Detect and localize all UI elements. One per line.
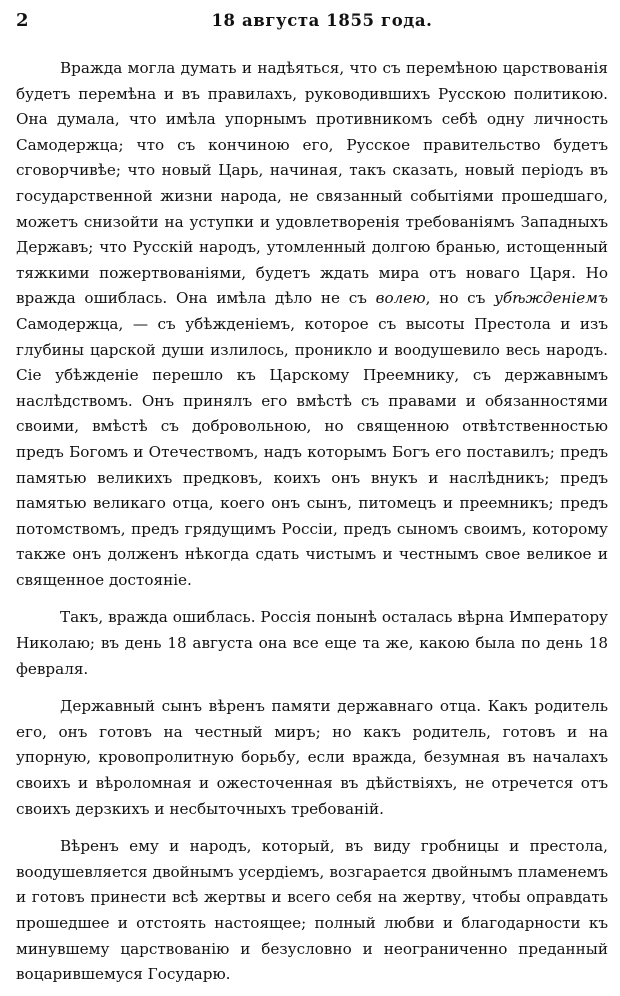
body-text (16, 56, 608, 988)
paragraph-2-text: Такъ, вражда ошиблась. Россія понынѣ осталась вѣрна Императору Николаю; въ день 18 августа она все еще та же, какою была по день 18 февраля. (16, 608, 608, 678)
paragraph-1-italic-ubezhdeniem: убѣжденіемъ (494, 289, 608, 308)
running-head: 18 августа 1855 года. (211, 11, 433, 30)
paragraph-1-text: Самодержца, — съ убѣжденіемъ, которое съ высоты Престола и изъ глубины царской души излилось, проникло и воодушевило весь народъ. Сіе убѣжденіе перешло къ Царскому Преемнику, съ державнымъ наслѣдствомъ. Онъ принялъ его вмѣстѣ съ правами и обязанностями своими, вмѣстѣ съ добровольною, но священною отвѣтственностью предъ Богомъ и Отечествомъ, надъ которымъ Богъ его поставилъ; предъ памятью великихъ предковъ, коихъ онъ внукъ и наслѣдникъ; предъ памятью великаго отца, коего онъ сынъ, питомецъ и преемникъ; предъ потомствомъ, предъ грядущимъ Россіи, предъ сыномъ своимъ, которому также онъ долженъ нѣкогда сдать чистымъ и честнымъ свое великое и священное достояніе. (16, 314, 608, 589)
paragraph-1-text: , но съ (425, 289, 495, 308)
page-number: 2 (16, 10, 29, 31)
paragraph-3-text: Державный сынъ вѣренъ памяти державнаго отца. Какъ родитель его, онъ готовъ на честный миръ; но какъ родитель, готовъ и на упорную, кровопролитную борьбу, если вражда, безумная въ началахъ своихъ и вѣроломная и ожесточенная въ дѣйствіяхъ, не отречется отъ своихъ дерзкихъ и несбыточныхъ требованій. (16, 697, 608, 818)
paragraph-4 (16, 834, 608, 988)
paragraph-1-text: Вражда могла думать и надѣяться, что съ перемѣною царствованія будетъ перемѣна и въ правилахъ, руководившихъ Русскою политикою. Она думала, что имѣла упорнымъ противникомъ себѣ одну личность Самодержца; что съ кончиною его, Русское правительство будетъ сговорчивѣе; что новый Царь, начиная, такъ сказать, новый періодъ въ государственной жизни народа, не связанный событіями прошедшаго, можетъ снизойти на уступки и удовлетворенія требованіямъ Западныхъ Державъ; что Русскій народъ, утомленный долгою бранью, истощенный тяжкими пожертвованіями, будетъ ждать мира отъ новаго Царя. Но вражда ошиблась. Она имѣла дѣло не съ (16, 59, 608, 308)
paragraph-3 (16, 694, 608, 822)
paragraph-2 (16, 605, 608, 682)
page-header (16, 8, 608, 44)
paragraph-1-italic-volea: волею (375, 289, 426, 308)
paragraph-4-text: Вѣренъ ему и народъ, который, въ виду гробницы и престола, воодушевляется двойнымъ усердіемъ, возгарается двойнымъ пламенемъ и готовъ принести всѣ жертвы и всего себя на жертву, чтобы оправдать прошедшее и отстоять настоящее; полный любви и благодарности къ минувшему царствованію и безусловно и неограниченно преданный воцарившемуся Государю. (16, 837, 608, 984)
paragraph-1 (16, 56, 608, 593)
